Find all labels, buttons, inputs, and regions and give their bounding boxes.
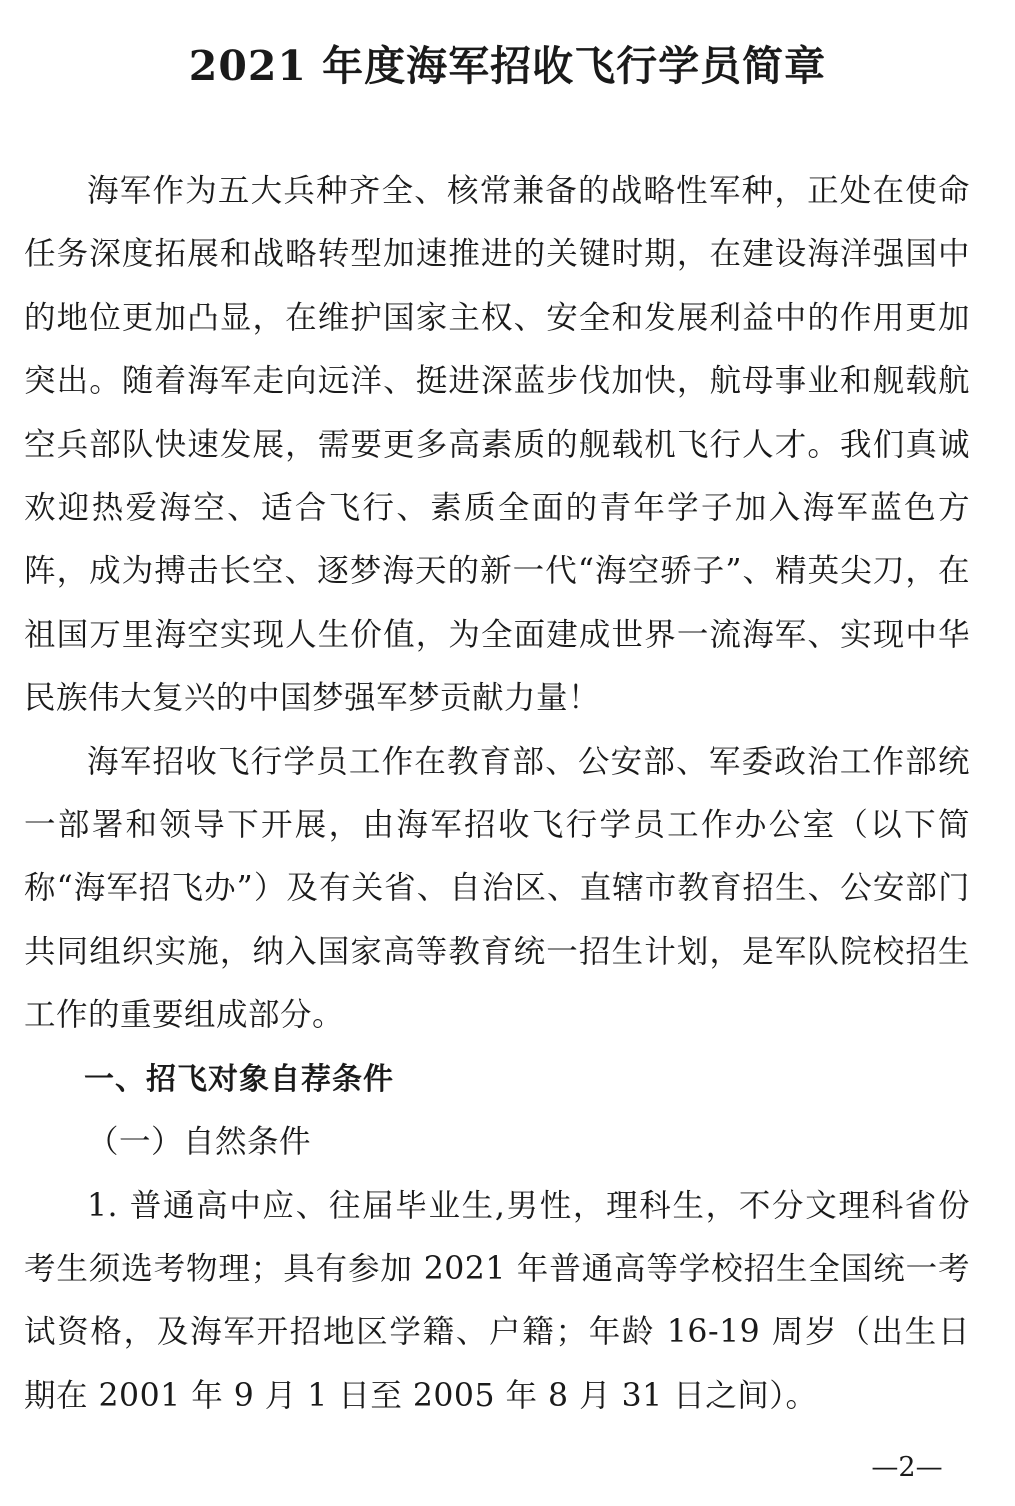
organization-paragraph: 海军招收飞行学员工作在教育部、公安部、军委政治工作部统一部署和领导下开展，由海军招收飞行学员工作办公室（以下简称“海军招飞办”）及有关省、自治区、直辖市教育招生、公安部门共同组织实施，纳入国家高等教育统一招生计划，是军队院校招生工作的重要组成部分。 [24, 743, 970, 1034]
intro-paragraph: 海军作为五大兵种齐全、核常兼备的战略性军种，正处在使命任务深度拓展和战略转型加速推进的关键时期，在建设海洋强国中的地位更加凸显，在维护国家主权、安全和发展利益中的作用更加突出。随着海军走向远洋、挺进深蓝步伐加快，航母事业和舰载航空兵部队快速发展，需要更多高素质的舰载机飞行人才。我们真诚欢迎热爱海空、适合飞行、素质全面的青年学子加入海军蓝色方阵，成为搏击长空、逐梦海天的新一代“海空骄子”、精英尖刀，在祖国万里海空实现人生价值，为全面建成世界一流海军、实现中华民族伟大复兴的中国梦强军梦贡献力量！ [24, 173, 970, 717]
document-body [24, 160, 970, 1428]
document-title: 2021 年度海军招收飞行学员简章 [188, 42, 827, 90]
condition-item-1: 1. 普通高中应、往届毕业生,男性，理科生，不分文理科省份考生须选考物理；具有参加 2021 年普通高等学校招生全国统一考试资格，及海军开招地区学籍、户籍；年龄 16-19 周岁（出生日期在 2001 年 9 月 1 日至 2005 年 8 月 31 日之间）。 [24, 1187, 970, 1414]
section-heading: 一、招飞对象自荐条件 [84, 1061, 394, 1097]
page-number: —2— [871, 1452, 943, 1483]
subsection-heading: （一）自然条件 [87, 1124, 312, 1161]
